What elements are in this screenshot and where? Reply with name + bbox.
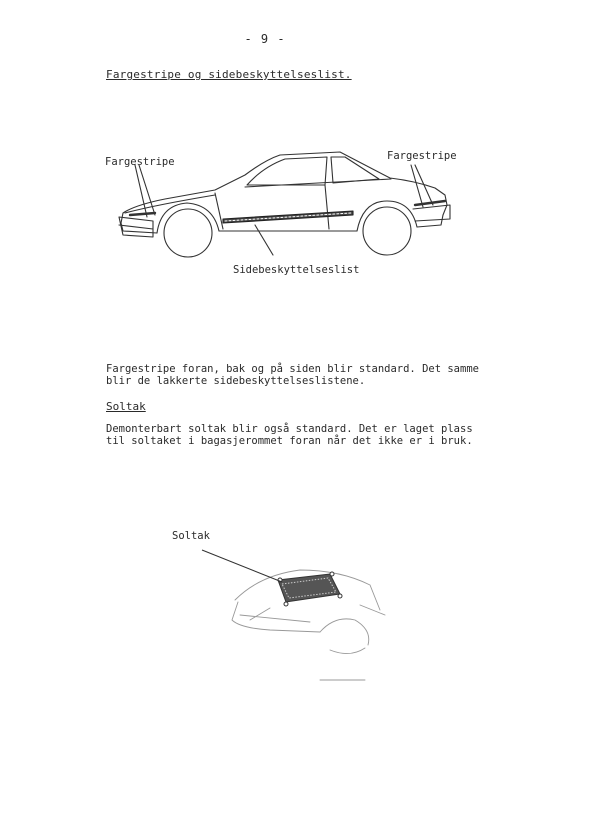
page-number: - 9 -: [244, 32, 286, 46]
label-side-molding: Sidebeskyttelseslist: [233, 264, 360, 276]
label-sunroof: Soltak: [172, 530, 210, 542]
label-front-stripe: Fargestripe: [105, 156, 175, 168]
paragraph-stripes: Fargestripe foran, bak og på siden blir standard. Det samme blir de lakkerte sidebeskyttelseslistene.: [106, 363, 479, 387]
car-side-view-figure: [95, 135, 490, 285]
sunroof-illustration: [160, 520, 400, 695]
sunroof-figure: [160, 520, 400, 695]
section-title: Fargestripe og sidebeskyttelseslist.: [106, 68, 352, 81]
subsection-title: Soltak: [106, 400, 146, 413]
paragraph-sunroof: Demonterbart soltak blir også standard. Det er laget plass til soltaket i bagasjerommet foran når det ikke er i bruk.: [106, 423, 473, 447]
label-rear-stripe: Fargestripe: [387, 150, 457, 162]
